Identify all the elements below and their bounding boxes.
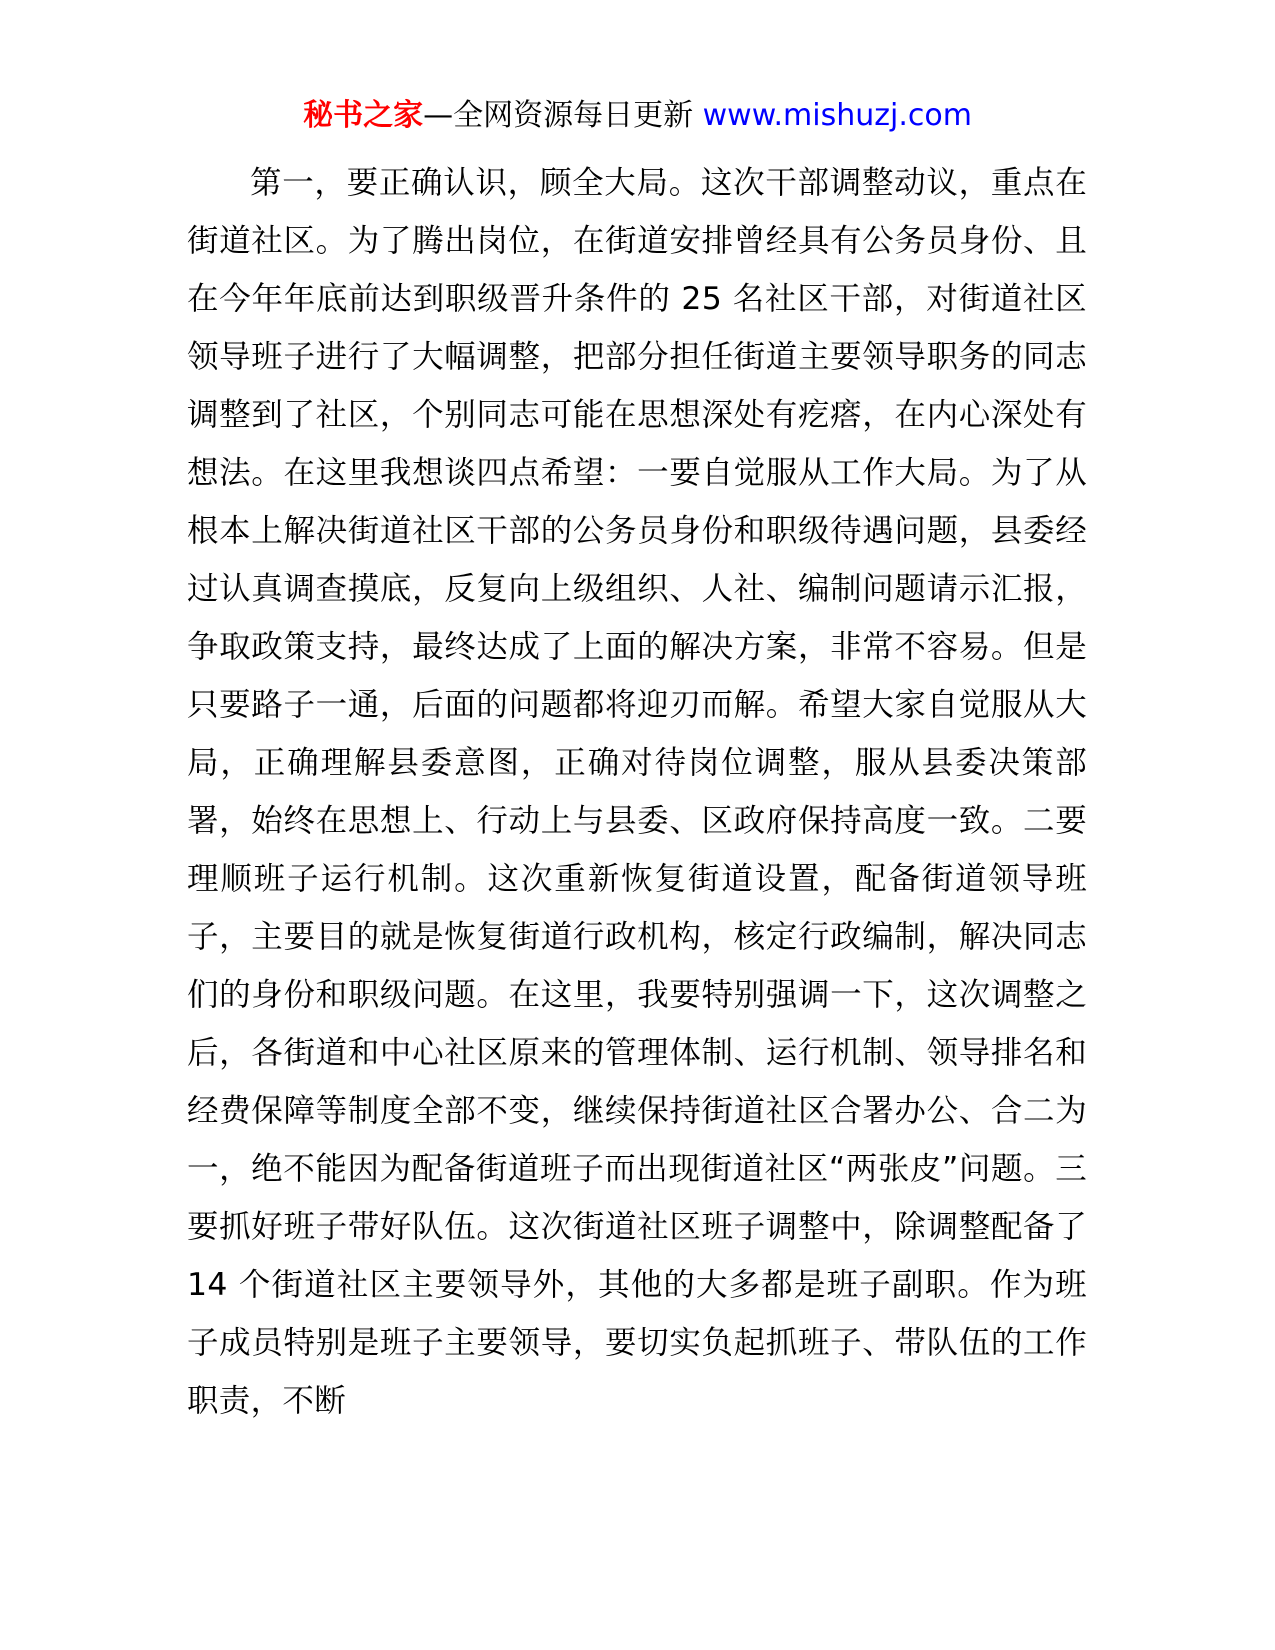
site-header: [0, 96, 1275, 136]
header-tagline: —全网资源每日更新: [423, 98, 703, 133]
body-paragraph: 第一，要正确认识，顾全大局。这次干部调整动议，重点在街道社区。为了腾出岗位，在街道安排曾经具有公务员身份、且在今年年底前达到职级晋升条件的 25 名社区干部，对街道社区领导班子进行了大幅调整，把部分担任街道主要领导职务的同志调整到了社区，个别同志可能在思想深处有疙瘩，在内心深处有想法。在这里我想谈四点希望：一要自觉服从工作大局。为了从根本上解决街道社区干部的公务员身份和职级待遇问题，县委经过认真调查摸底，反复向上级组织、人社、编制问题请示汇报，争取政策支持，最终达成了上面的解决方案，非常不容易。但是只要路子一通，后面的问题都将迎刃而解。希望大家自觉服从大局，正确理解县委意图，正确对待岗位调整，服从县委决策部署，始终在思想上、行动上与县委、区政府保持高度一致。二要理顺班子运行机制。这次重新恢复街道设置，配备街道领导班子，主要目的就是恢复街道行政机构，核定行政编制，解决同志们的身份和职级问题。在这里，我要特别强调一下，这次调整之后，各街道和中心社区原来的管理体制、运行机制、领导排名和经费保障等制度全部不变，继续保持街道社区合署办公、合二为一，绝不能因为配备街道班子而出现街道社区“两张皮”问题。三要抓好班子带好队伍。这次街道社区班子调整中，除调整配备了 14 个街道社区主要领导外，其他的大多都是班子副职。作为班子成员特别是班子主要领导，要切实负起抓班子、带队伍的工作职责，不断: [187, 165, 1087, 1419]
brand-name: 秘书之家: [303, 98, 424, 133]
website-link[interactable]: www.mishuzj.com: [702, 98, 972, 133]
